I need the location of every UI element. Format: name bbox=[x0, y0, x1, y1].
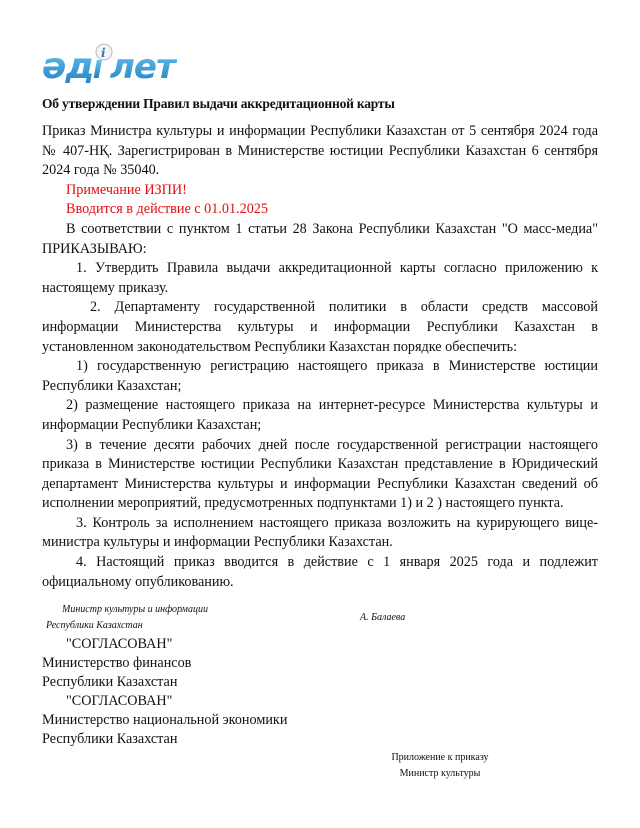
item-3: 3. Контроль за исполнением настоящего приказа возложить на курирующего вице-министра культуры и информации Республики Казахстан. bbox=[42, 514, 598, 551]
appendix-line2: Министр культуры bbox=[399, 768, 481, 779]
signature-position-line1: Министр культуры и информации bbox=[62, 604, 208, 615]
approval-1-line2: Республики Казахстан bbox=[42, 674, 178, 690]
subitem-3: 3) в течение десяти рабочих дней после государственной регистрации настоящего приказа в Министерстве юстиции Республики Казахстан представление в Юридический департамент Министерства культуры и информации Республики Казахстан сведений об исполнении мероприятий, предусмотренных подпунктами 1) и 2 ) настоящего пункта. bbox=[42, 436, 598, 512]
approval-label-2: "СОГЛАСОВАН" bbox=[66, 693, 173, 709]
svg-text:i: i bbox=[101, 46, 106, 60]
approval-1-line1: Министерство финансов bbox=[42, 655, 192, 671]
item-2: 2. Департаменту государственной политики в области средств массовой информации Министерства культуры и информации Республики Казахстан в установленном законодательством Республики Казахстан порядке обеспечить: bbox=[42, 299, 598, 355]
svg-text:әд: әд bbox=[42, 46, 94, 86]
approval-2-line2: Республики Казахстан bbox=[42, 731, 178, 747]
signature-name: А. Балаева bbox=[360, 612, 406, 623]
approval-label-1: "СОГЛАСОВАН" bbox=[66, 636, 173, 652]
adilet-logo[interactable] bbox=[42, 42, 182, 86]
signature-position-line2: Республики Казахстан bbox=[46, 620, 143, 631]
subitem-2: 2) размещение настоящего приказа на интернет-ресурсе Министерства культуры и информации Республики Казахстан; bbox=[42, 397, 598, 433]
appendix-line1: Приложение к приказу bbox=[391, 752, 489, 763]
preamble: В соответствии с пунктом 1 статьи 28 Закона Республики Казахстан "О масс-медиа" ПРИКАЗЫВАЮ: bbox=[42, 220, 598, 257]
izpi-note: Примечание ИЗПИ! bbox=[66, 181, 187, 198]
subitem-1: 1) государственную регистрацию настоящего приказа в Министерстве юстиции Республики Казахстан; bbox=[42, 358, 598, 394]
approval-2-line1: Министерство национальной экономики bbox=[42, 712, 288, 728]
item-1: 1. Утвердить Правила выдачи аккредитационной карты согласно приложению к настоящему приказу. bbox=[42, 260, 598, 296]
document-title: Об утверждении Правил выдачи аккредитационной карты bbox=[42, 96, 395, 111]
effective-note: Вводится в действие с 01.01.2025 bbox=[66, 201, 268, 218]
svg-text:лет: лет bbox=[110, 47, 175, 86]
item-4: 4. Настоящий приказ вводится в действие с 1 января 2025 года и подлежит официальному опубликованию. bbox=[42, 554, 598, 590]
order-intro: Приказ Министра культуры и информации Республики Казахстан от 5 сентября 2024 года № 407-НҚ. Зарегистрирован в Министерстве юстиции Республики Казахстан 6 сентября 2024 года № 35040. bbox=[42, 123, 598, 179]
document-body bbox=[42, 122, 598, 592]
